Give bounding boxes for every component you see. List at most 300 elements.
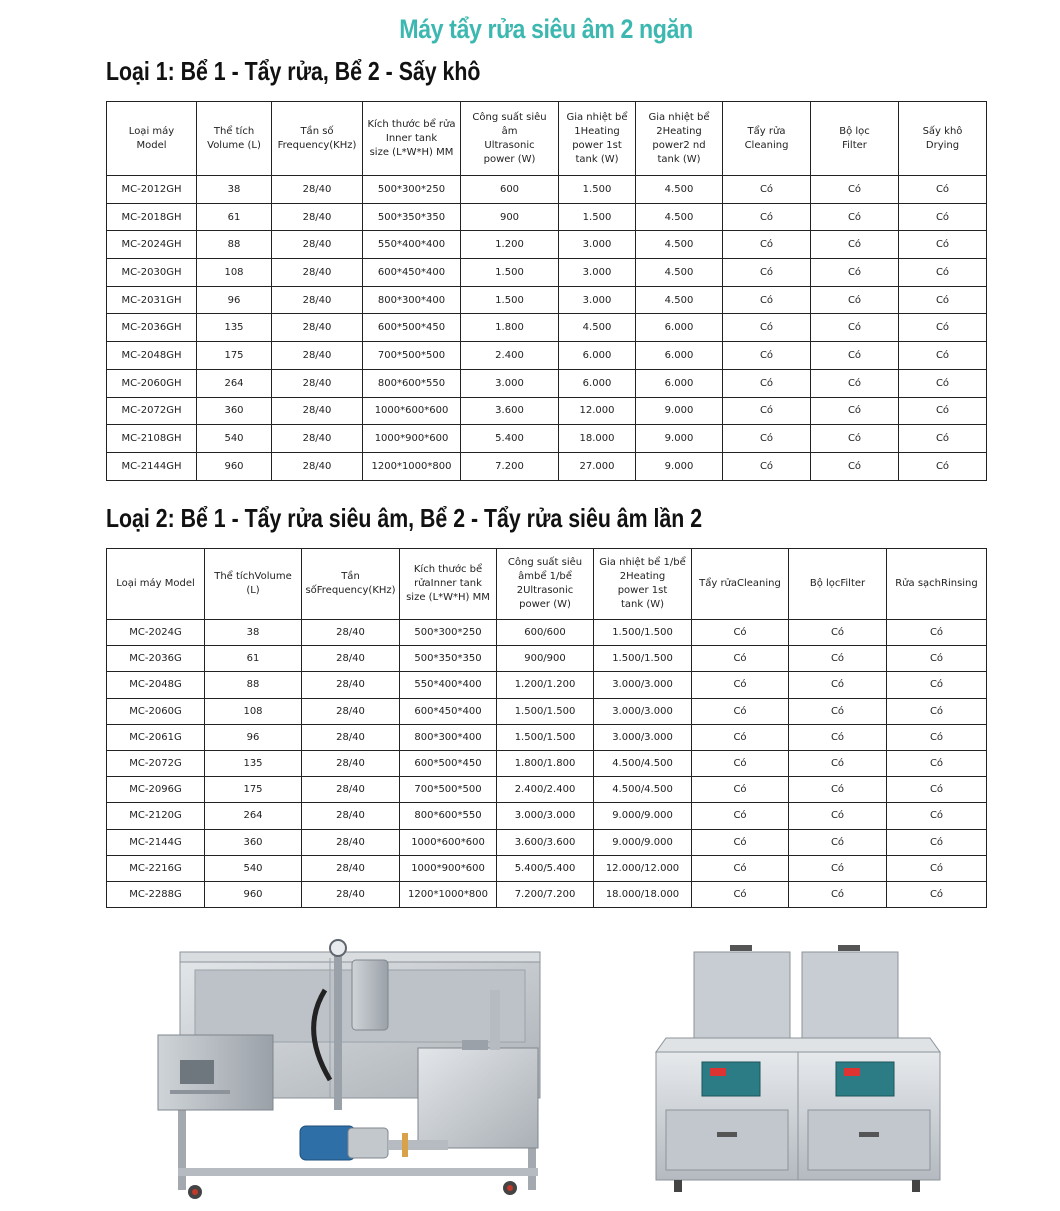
table-cell: 135	[205, 750, 302, 776]
table-cell: Có	[887, 855, 987, 881]
table-cell: MC-2012GH	[107, 176, 197, 204]
type1-header-line: Cleaning	[744, 139, 789, 151]
table-cell: Có	[692, 881, 789, 907]
table-cell: 1200*1000*800	[400, 881, 497, 907]
table-cell: 4.500	[636, 176, 723, 204]
table-cell: MC-2036G	[107, 646, 205, 672]
table-cell: 28/40	[302, 620, 400, 646]
table-cell: Có	[811, 259, 899, 287]
table-cell: 550*400*400	[400, 672, 497, 698]
table-cell: MC-2018GH	[107, 203, 197, 231]
type1-header-line: power2 nd	[652, 139, 706, 151]
type1-header-cell	[723, 102, 811, 176]
table-cell: 9.000	[636, 397, 723, 425]
table-cell: 38	[205, 620, 302, 646]
table-cell: 4.500/4.500	[594, 777, 692, 803]
table-row	[107, 369, 987, 397]
table-cell: 96	[197, 286, 272, 314]
table-cell: MC-2144G	[107, 829, 205, 855]
table-cell: Có	[692, 750, 789, 776]
table-cell: 1.500	[461, 259, 559, 287]
type1-header-line: Kích thước bể rửa	[367, 118, 456, 130]
table-cell: 1.200/1.200	[497, 672, 594, 698]
table-cell: Có	[811, 231, 899, 259]
table-cell: Có	[887, 881, 987, 907]
table-cell: 88	[205, 672, 302, 698]
type1-header-cell	[899, 102, 987, 176]
table-cell: 264	[205, 803, 302, 829]
table-cell: 1.800/1.800	[497, 750, 594, 776]
type1-header-line: power 1st	[572, 139, 622, 151]
type2-header-row	[107, 549, 987, 620]
table-cell: Có	[789, 646, 887, 672]
type2-header-line: Công suất siêu	[507, 557, 583, 568]
type2-body	[107, 620, 987, 908]
table-cell: 28/40	[272, 203, 363, 231]
table-cell: 108	[205, 698, 302, 724]
table-cell: 4.500	[559, 314, 636, 342]
type1-header-line: power (W)	[483, 153, 536, 165]
type2-header-cell	[594, 549, 692, 620]
table-cell: MC-2216G	[107, 855, 205, 881]
table-cell: MC-2031GH	[107, 286, 197, 314]
table-cell: Có	[899, 452, 987, 480]
type1-header-line: size (L*W*H) MM	[369, 146, 454, 158]
table-cell: Có	[899, 203, 987, 231]
type2-header-cell	[887, 549, 987, 620]
table-cell: 7.200	[461, 452, 559, 480]
table-cell: Có	[692, 724, 789, 750]
table-cell: 135	[197, 314, 272, 342]
table-cell: 540	[197, 425, 272, 453]
table-cell: 1000*900*600	[363, 425, 461, 453]
table-cell: Có	[899, 176, 987, 204]
table-cell: 175	[197, 342, 272, 370]
table-cell: Có	[811, 369, 899, 397]
table-cell: Có	[723, 259, 811, 287]
table-cell: 600/600	[497, 620, 594, 646]
type2-header-line: Gia nhiệt bể 1/bể	[599, 557, 686, 568]
table-cell: Có	[692, 803, 789, 829]
table-cell: 28/40	[272, 425, 363, 453]
table-cell: Có	[723, 369, 811, 397]
type1-header-cell	[107, 102, 197, 176]
table-cell: 9.000/9.000	[594, 829, 692, 855]
table-cell: Có	[887, 803, 987, 829]
table-cell: Có	[723, 342, 811, 370]
type2-spec-table	[106, 548, 987, 908]
table-cell: Có	[899, 314, 987, 342]
type2-header-line: Kích thước bể	[413, 564, 483, 575]
table-cell: 1.200	[461, 231, 559, 259]
table-cell: 600*450*400	[400, 698, 497, 724]
table-cell: 1.500/1.500	[594, 620, 692, 646]
type1-body	[107, 176, 987, 481]
table-cell: MC-2108GH	[107, 425, 197, 453]
table-cell: 1200*1000*800	[363, 452, 461, 480]
table-row	[107, 855, 987, 881]
type1-header-line: Drying	[925, 139, 960, 151]
table-cell: Có	[789, 855, 887, 881]
table-cell: MC-2120G	[107, 803, 205, 829]
type2-header-line: tank (W)	[620, 599, 665, 610]
type1-header-cell	[363, 102, 461, 176]
table-cell: 800*300*400	[400, 724, 497, 750]
table-row	[107, 397, 987, 425]
type2-header-line: Tần	[341, 571, 360, 582]
table-cell: 38	[197, 176, 272, 204]
table-cell: 6.000	[636, 342, 723, 370]
table-cell: 700*500*500	[363, 342, 461, 370]
table-cell: 500*350*350	[363, 203, 461, 231]
table-cell: 540	[205, 855, 302, 881]
table-cell: 3.000	[559, 231, 636, 259]
table-cell: Có	[723, 286, 811, 314]
type1-header-cell	[461, 102, 559, 176]
table-cell: 28/40	[302, 750, 400, 776]
table-cell: 28/40	[272, 231, 363, 259]
table-cell: 28/40	[302, 803, 400, 829]
type1-header-line: tank (W)	[657, 153, 701, 165]
table-cell: 28/40	[302, 646, 400, 672]
table-cell: 360	[197, 397, 272, 425]
table-cell: 5.400	[461, 425, 559, 453]
table-cell: MC-2024GH	[107, 231, 197, 259]
table-cell: 360	[205, 829, 302, 855]
table-cell: Có	[899, 369, 987, 397]
table-cell: Có	[811, 203, 899, 231]
table-cell: Có	[789, 724, 887, 750]
table-cell: Có	[811, 176, 899, 204]
table-cell: 28/40	[302, 672, 400, 698]
type2-header-line: rửaInner tank	[414, 578, 482, 589]
type1-header-line: Sấy khô	[922, 125, 963, 137]
type1-header-line: Filter	[842, 139, 867, 151]
type2-header-cell	[789, 549, 887, 620]
table-cell: 18.000/18.000	[594, 881, 692, 907]
table-cell: Có	[723, 314, 811, 342]
type1-header-line: Volume (L)	[207, 139, 261, 151]
type1-header-cell	[811, 102, 899, 176]
table-cell: 1000*600*600	[400, 829, 497, 855]
type2-header-cell	[692, 549, 789, 620]
type2-header-line: sốFrequency(KHz)	[305, 585, 396, 596]
table-cell: 28/40	[302, 829, 400, 855]
table-cell: 2.400	[461, 342, 559, 370]
table-cell: 96	[205, 724, 302, 750]
table-cell: 28/40	[302, 881, 400, 907]
type2-header-line: power 1st	[617, 585, 668, 596]
table-cell: 960	[197, 452, 272, 480]
table-cell: MC-2060G	[107, 698, 205, 724]
table-cell: 1.500	[461, 286, 559, 314]
table-cell: 88	[197, 231, 272, 259]
table-cell: Có	[789, 698, 887, 724]
table-cell: 2.400/2.400	[497, 777, 594, 803]
type1-header-cell	[559, 102, 636, 176]
table-cell: Có	[887, 777, 987, 803]
table-cell: Có	[899, 286, 987, 314]
table-cell: 28/40	[302, 855, 400, 881]
table-cell: 28/40	[302, 724, 400, 750]
table-row	[107, 176, 987, 204]
table-row	[107, 724, 987, 750]
table-cell: Có	[899, 397, 987, 425]
table-cell: 3.000/3.000	[594, 698, 692, 724]
table-cell: Có	[723, 452, 811, 480]
type2-header-cell	[400, 549, 497, 620]
table-cell: MC-2288G	[107, 881, 205, 907]
table-cell: Có	[789, 881, 887, 907]
table-cell: 28/40	[272, 259, 363, 287]
table-cell: Có	[789, 829, 887, 855]
type1-header-line: Công suất siêu âm	[472, 111, 547, 137]
table-cell: Có	[789, 777, 887, 803]
table-cell: 5.400/5.400	[497, 855, 594, 881]
table-cell: 4.500/4.500	[594, 750, 692, 776]
table-cell: 1.500	[559, 203, 636, 231]
table-cell: MC-2060GH	[107, 369, 197, 397]
table-row	[107, 231, 987, 259]
table-cell: 108	[197, 259, 272, 287]
table-cell: Có	[887, 646, 987, 672]
type2-header-line: size (L*W*H) MM	[406, 592, 490, 603]
table-cell: Có	[692, 829, 789, 855]
table-cell: 61	[205, 646, 302, 672]
table-row	[107, 672, 987, 698]
type2-header-cell	[497, 549, 594, 620]
table-cell: Có	[887, 620, 987, 646]
table-cell: MC-2072G	[107, 750, 205, 776]
table-cell: MC-2061G	[107, 724, 205, 750]
type1-header-line: Gia nhiệt bể	[648, 111, 710, 123]
type2-header-line: 2Ultrasonic	[516, 585, 574, 596]
table-cell: 28/40	[272, 452, 363, 480]
type2-header-line: power (W)	[519, 599, 571, 610]
table-cell: 600*500*450	[363, 314, 461, 342]
table-cell: 4.500	[636, 203, 723, 231]
table-cell: 700*500*500	[400, 777, 497, 803]
type1-header-line: Ultrasonic	[484, 139, 535, 151]
table-cell: Có	[887, 750, 987, 776]
table-cell: 600*500*450	[400, 750, 497, 776]
dual-tank-machine-image	[650, 942, 945, 1200]
table-cell: 1.800	[461, 314, 559, 342]
type1-header-cell	[272, 102, 363, 176]
type1-header-line: tank (W)	[575, 153, 619, 165]
type1-spec-table	[106, 101, 987, 481]
table-cell: 3.600	[461, 397, 559, 425]
table-cell: Có	[723, 203, 811, 231]
table-cell: 3.000/3.000	[594, 724, 692, 750]
type2-header-line: Thể tíchVolume (L)	[214, 571, 292, 596]
table-cell: 9.000	[636, 425, 723, 453]
table-cell: 4.500	[636, 286, 723, 314]
type1-header-line: Inner tank	[385, 132, 438, 144]
table-cell: MC-2096G	[107, 777, 205, 803]
table-cell: MC-2024G	[107, 620, 205, 646]
table-cell: 3.000	[559, 286, 636, 314]
table-cell: Có	[723, 231, 811, 259]
table-cell: 12.000/12.000	[594, 855, 692, 881]
type2-header-cell	[107, 549, 205, 620]
table-cell: Có	[789, 750, 887, 776]
table-row	[107, 286, 987, 314]
table-row	[107, 698, 987, 724]
table-cell: 28/40	[272, 369, 363, 397]
table-cell: 550*400*400	[363, 231, 461, 259]
table-cell: 600	[461, 176, 559, 204]
table-cell: Có	[723, 397, 811, 425]
table-cell: MC-2144GH	[107, 452, 197, 480]
table-cell: 3.000/3.000	[594, 672, 692, 698]
table-cell: Có	[692, 672, 789, 698]
type1-title: Loại 1: Bể 1 - Tẩy rửa, Bể 2 - Sấy khô	[106, 56, 481, 86]
table-cell: 28/40	[272, 397, 363, 425]
table-cell: 6.000	[636, 314, 723, 342]
type2-header-line: âmbể 1/bể	[518, 571, 572, 582]
page-title: Máy tẩy rửa siêu âm 2 ngăn	[399, 14, 693, 44]
type1-header-line: Bộ lọc	[839, 125, 870, 137]
type1-header-row	[107, 102, 987, 176]
table-cell: 28/40	[272, 314, 363, 342]
table-row	[107, 425, 987, 453]
table-row	[107, 620, 987, 646]
table-row	[107, 646, 987, 672]
table-cell: 1.500/1.500	[594, 646, 692, 672]
table-row	[107, 342, 987, 370]
table-row	[107, 203, 987, 231]
table-cell: 28/40	[272, 286, 363, 314]
type1-header-line: 1Heating	[574, 125, 620, 137]
table-cell: Có	[723, 425, 811, 453]
table-cell: 6.000	[559, 342, 636, 370]
type1-header-line: Tẩy rửa	[747, 125, 786, 137]
type2-header-line: Tẩy rửaCleaning	[699, 578, 781, 589]
table-cell: Có	[811, 397, 899, 425]
machine-with-filter-image	[150, 930, 550, 1205]
table-cell: Có	[899, 259, 987, 287]
table-cell: Có	[899, 425, 987, 453]
table-cell: 61	[197, 203, 272, 231]
table-cell: 800*600*550	[400, 803, 497, 829]
table-cell: Có	[811, 452, 899, 480]
table-cell: 4.500	[636, 259, 723, 287]
table-row	[107, 881, 987, 907]
table-cell: Có	[887, 724, 987, 750]
type1-header-line: Tần số	[300, 125, 334, 137]
table-cell: 264	[197, 369, 272, 397]
table-cell: 900/900	[497, 646, 594, 672]
type1-header-cell	[636, 102, 723, 176]
table-cell: Có	[887, 829, 987, 855]
type2-header-line: Rửa sạchRinsing	[895, 578, 978, 589]
table-cell: 4.500	[636, 231, 723, 259]
table-row	[107, 452, 987, 480]
table-cell: Có	[811, 342, 899, 370]
type2-header-cell	[302, 549, 400, 620]
table-cell: Có	[811, 314, 899, 342]
table-cell: 3.000	[559, 259, 636, 287]
table-row	[107, 314, 987, 342]
type2-header-cell	[205, 549, 302, 620]
table-row	[107, 750, 987, 776]
table-cell: 6.000	[636, 369, 723, 397]
table-cell: Có	[692, 620, 789, 646]
table-row	[107, 259, 987, 287]
type1-header-line: Gia nhiệt bể	[566, 111, 628, 123]
table-cell: 28/40	[302, 777, 400, 803]
table-cell: 800*600*550	[363, 369, 461, 397]
table-cell: 900	[461, 203, 559, 231]
table-cell: Có	[789, 672, 887, 698]
table-cell: Có	[899, 231, 987, 259]
table-cell: 7.200/7.200	[497, 881, 594, 907]
table-cell: MC-2030GH	[107, 259, 197, 287]
table-cell: 500*300*250	[400, 620, 497, 646]
table-cell: 960	[205, 881, 302, 907]
table-cell: 6.000	[559, 369, 636, 397]
table-cell: 28/40	[272, 342, 363, 370]
table-cell: MC-2036GH	[107, 314, 197, 342]
table-cell: 1.500/1.500	[497, 698, 594, 724]
type2-title: Loại 2: Bể 1 - Tẩy rửa siêu âm, Bể 2 - Tẩy rửa siêu âm lần 2	[106, 503, 703, 533]
table-cell: 800*300*400	[363, 286, 461, 314]
table-cell: Có	[811, 286, 899, 314]
type2-header-line: 2Heating	[619, 571, 666, 582]
table-cell: 175	[205, 777, 302, 803]
table-cell: Có	[789, 803, 887, 829]
table-cell: 3.000	[461, 369, 559, 397]
table-cell: 500*300*250	[363, 176, 461, 204]
table-cell: Có	[789, 620, 887, 646]
table-cell: 27.000	[559, 452, 636, 480]
table-cell: Có	[692, 698, 789, 724]
table-cell: 28/40	[302, 698, 400, 724]
type2-header-line: Bộ lọcFilter	[809, 578, 866, 589]
table-cell: 3.600/3.600	[497, 829, 594, 855]
table-cell: MC-2048G	[107, 672, 205, 698]
table-cell: 1.500	[559, 176, 636, 204]
table-cell: Có	[811, 425, 899, 453]
table-cell: Có	[692, 855, 789, 881]
table-cell: MC-2072GH	[107, 397, 197, 425]
table-cell: 18.000	[559, 425, 636, 453]
table-cell: Có	[899, 342, 987, 370]
table-cell: 9.000/9.000	[594, 803, 692, 829]
type1-header-cell	[197, 102, 272, 176]
type1-header-line: 2Heating	[656, 125, 702, 137]
table-cell: 600*450*400	[363, 259, 461, 287]
table-cell: Có	[887, 698, 987, 724]
table-cell: 1.500/1.500	[497, 724, 594, 750]
table-cell: Có	[692, 777, 789, 803]
table-cell: Có	[692, 646, 789, 672]
table-cell: 1000*900*600	[400, 855, 497, 881]
table-cell: 12.000	[559, 397, 636, 425]
table-cell: 3.000/3.000	[497, 803, 594, 829]
table-row	[107, 777, 987, 803]
table-cell: Có	[723, 176, 811, 204]
table-cell: Có	[887, 672, 987, 698]
table-cell: 9.000	[636, 452, 723, 480]
type1-header-line: Thể tích	[213, 125, 255, 137]
table-cell: 28/40	[272, 176, 363, 204]
type1-header-line: Model	[136, 139, 167, 151]
type1-header-line: Frequency(KHz)	[277, 139, 357, 151]
type1-header-line: Loại máy	[128, 125, 175, 137]
table-cell: MC-2048GH	[107, 342, 197, 370]
